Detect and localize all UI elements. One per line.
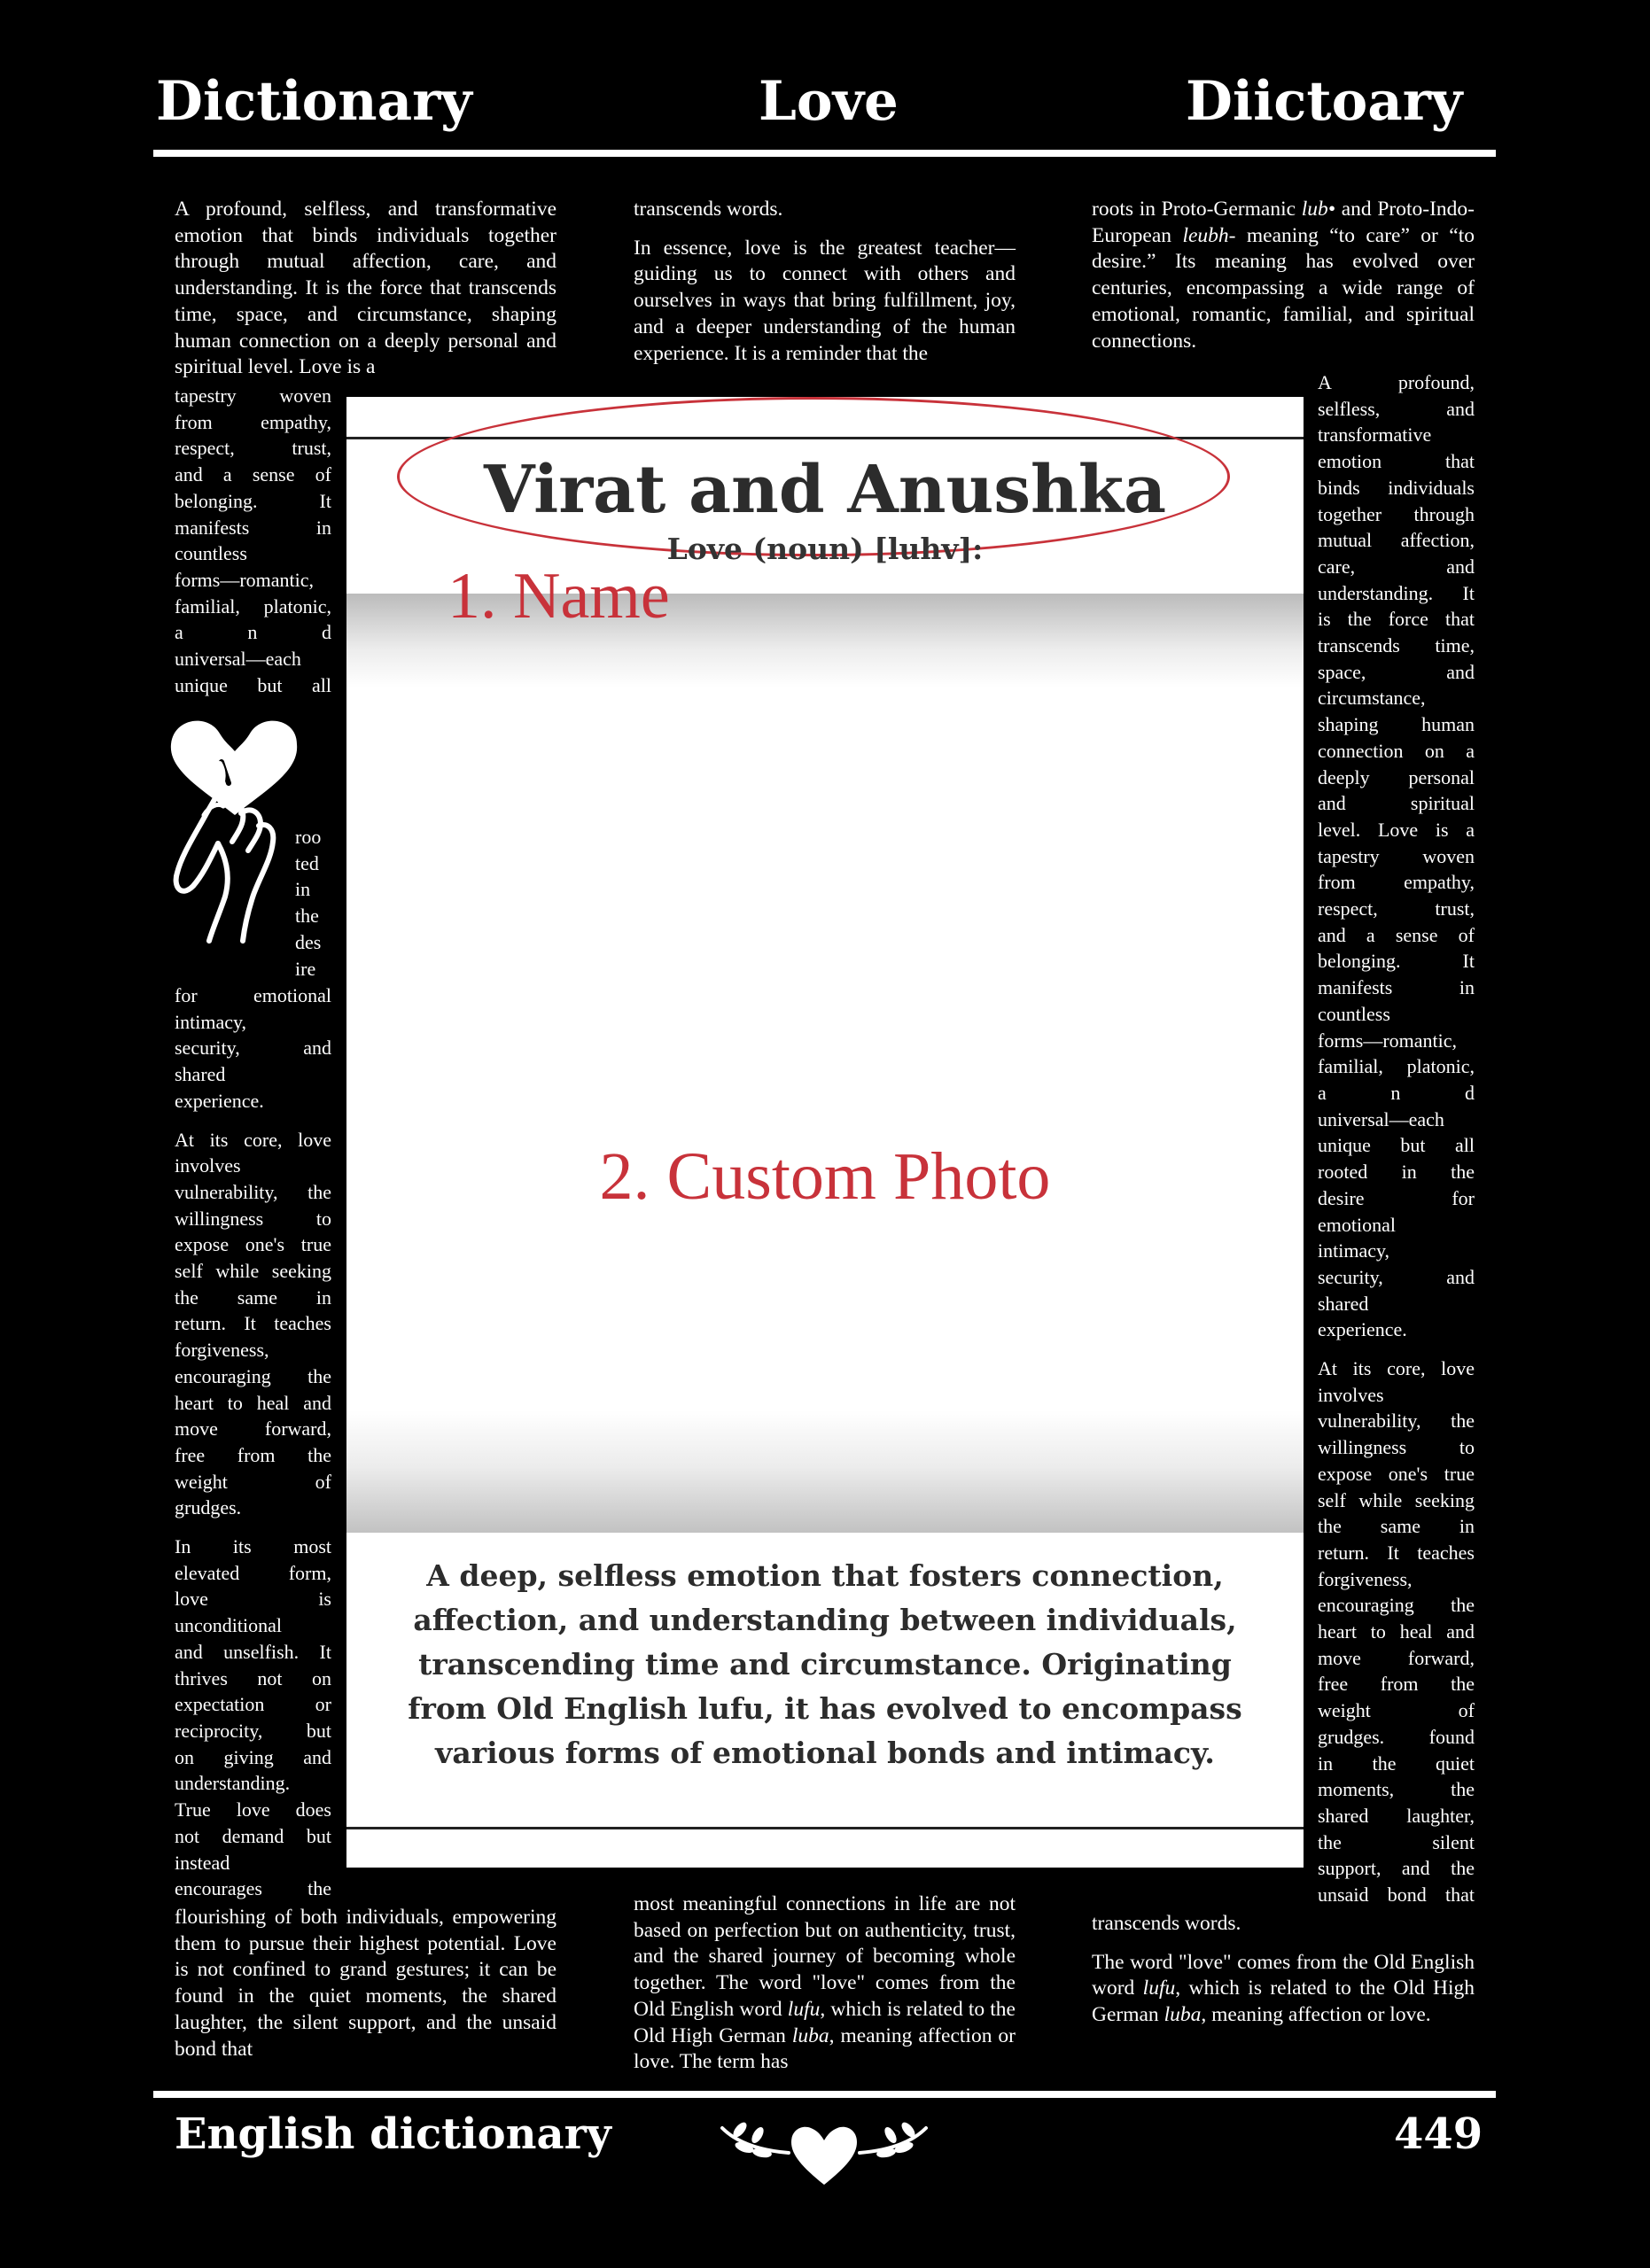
custom-card	[346, 397, 1304, 1868]
text-line: forgiveness,	[1318, 1567, 1413, 1590]
text-line: desire for	[1318, 1186, 1475, 1209]
text-line: heart to heal and	[175, 1391, 331, 1414]
text-line: unique but all	[175, 673, 331, 696]
text-line: for emotional	[175, 984, 331, 1006]
text-line: move forward,	[175, 1418, 331, 1441]
text-line: unique but all	[1318, 1134, 1475, 1157]
text-line: a n d	[175, 621, 331, 644]
text-line: At its core, love	[175, 1128, 331, 1151]
text-line: At its core, love	[1318, 1357, 1475, 1380]
column-1-narrow	[175, 383, 331, 698]
text-line: tapestry woven	[175, 384, 331, 407]
text-line: the same in	[175, 1285, 331, 1309]
text-line: binds individuals	[1318, 476, 1475, 499]
text-line: In its most	[175, 1535, 331, 1558]
text-line: self while seeking	[1318, 1488, 1475, 1511]
text-line: transcends time,	[1318, 634, 1475, 657]
text-line: and a sense of	[175, 463, 331, 486]
text-line: emotional	[1318, 1213, 1396, 1236]
text-line: elevated form,	[175, 1561, 331, 1584]
text-line: grudges. found	[1318, 1725, 1475, 1748]
header-center-title: Love	[759, 70, 899, 133]
text-line: a n d	[1318, 1081, 1475, 1104]
text-line: support, and the	[1318, 1857, 1475, 1880]
column-3-narrow	[1318, 369, 1475, 1908]
text-line: selfless, and	[1318, 397, 1475, 420]
text-line: weight of	[175, 1470, 331, 1493]
column-1-bottom: flourishing of both individuals, empowering them to pursue their highest potential. Love is not confined to grand gestures; it can be found in the quiet moments, the shared laughter, the silent support, and the unsaid bond that	[175, 1906, 556, 2061]
text-line: experience.	[175, 1089, 264, 1112]
text-line: self while seeking	[175, 1260, 331, 1283]
text-line: move forward,	[1318, 1646, 1475, 1669]
annotation-custom-photo: 2. Custom Photo	[599, 1139, 1051, 1214]
text-line: security, and	[175, 1037, 331, 1060]
heart-leaves-ornament-icon	[713, 2116, 935, 2186]
text-line: emotion that	[1318, 450, 1475, 473]
heart-hand-icon	[168, 709, 301, 952]
text-line: space, and	[1318, 660, 1475, 683]
column-1-top: A profound, selfless, and transformative emotion that binds individuals together through mutual affection, care, and understanding. It is the force that transcends time, space, and circumstance, shaping human connection on a deeply personal and spiritual level. Love is a	[175, 198, 556, 379]
text-line: in	[295, 878, 311, 901]
text-line: and spiritual	[1318, 792, 1475, 815]
column-1-continued	[175, 983, 331, 1902]
text-line: and a sense of	[1318, 923, 1475, 946]
text-line: on giving and	[175, 1745, 331, 1768]
text-line: security, and	[1318, 1265, 1475, 1288]
page-number: 449	[1394, 2109, 1483, 2159]
text-line: countless	[175, 542, 247, 565]
text-line: encourages the	[175, 1877, 331, 1900]
text-line: tapestry woven	[1318, 844, 1475, 867]
text-line: free from the	[175, 1443, 331, 1466]
text-line: universal—each	[1318, 1107, 1444, 1130]
couple-names[interactable]: Virat and Anushka	[483, 452, 1167, 528]
text-line: ire	[295, 957, 316, 980]
text-line: experience.	[1318, 1318, 1407, 1341]
column-2-bottom: most meaningful connections in life are not based on perfection but on authenticity, trust, and the shared journey of becoming whole together. The word "love" comes from the Old English word lufu, which is related to the Old High German luba, meaning affection or love. The term has	[634, 1892, 1016, 2074]
text-line: transformative	[1318, 423, 1432, 447]
text-line: not demand but	[175, 1824, 331, 1847]
text-line: forms—romantic,	[1318, 1029, 1458, 1052]
text-line: unconditional	[175, 1614, 282, 1637]
text-line: rooted in the	[1318, 1161, 1475, 1184]
text-line: manifests in	[1318, 976, 1475, 999]
text-line: instead	[175, 1851, 230, 1874]
text-line: True love does	[175, 1798, 331, 1821]
text-line: intimacy,	[1318, 1239, 1390, 1262]
text-line: from empathy,	[175, 410, 331, 433]
text-line: together through	[1318, 502, 1475, 525]
text-line: des	[295, 930, 322, 953]
text-line: shaping human	[1318, 713, 1475, 736]
text-line: willingness to	[1318, 1436, 1475, 1459]
text-line: unsaid bond that	[1318, 1884, 1475, 1907]
text-line: understanding.	[175, 1772, 291, 1795]
footer-title: English dictionary	[175, 2109, 611, 2159]
text-line: is the force that	[1318, 608, 1475, 631]
text-line: familial, platonic,	[1318, 1055, 1475, 1078]
text-line: universal—each	[175, 648, 301, 671]
text-line: from empathy,	[1318, 871, 1475, 894]
text-line: forgiveness,	[175, 1339, 269, 1362]
text-line: return. It teaches	[175, 1312, 331, 1335]
card-bottom-line	[346, 1827, 1304, 1829]
column-3-bottom: transcends words. The word "love" comes from the Old English word lufu, which is related to the Old High German luba, meaning affection or love.	[1092, 1912, 1475, 2027]
text-line: respect, trust,	[1318, 897, 1475, 920]
definition-text: A deep, selfless emotion that fosters connection, affection, and understanding between individuals, transcending time and circumstance. Originating from Old English lufu, it has evolved to encompass various forms of emotional bonds and intimacy.	[408, 1558, 1242, 1770]
column-1-beside-icon	[295, 824, 331, 982]
text-line: willingness to	[175, 1207, 331, 1230]
text-line: belonging. It	[1318, 950, 1475, 973]
text-line: the	[295, 905, 319, 928]
text-line: love is	[175, 1588, 331, 1611]
text-line: understanding. It	[1318, 581, 1475, 604]
text-line: expectation or	[175, 1693, 331, 1716]
text-line: respect, trust,	[175, 437, 331, 460]
text-line: shared	[1318, 1292, 1369, 1315]
text-line: the silent	[1318, 1830, 1475, 1853]
text-line: ted	[295, 851, 319, 874]
text-line: return. It teaches	[1318, 1541, 1475, 1564]
text-line: expose one's true	[175, 1233, 331, 1256]
text-line: A profound,	[1318, 371, 1475, 393]
footer-rule	[153, 2091, 1496, 2098]
text-line: the same in	[1318, 1515, 1475, 1538]
text-line: heart to heal and	[1318, 1620, 1475, 1643]
annotation-name: 1. Name	[448, 560, 670, 633]
text-line: belonging. It	[175, 489, 331, 512]
text-line: grudges.	[175, 1496, 242, 1519]
header-left-title: Dictionary	[156, 70, 472, 133]
text-line: vulnerability, the	[175, 1180, 331, 1203]
text-line: manifests in	[175, 516, 331, 539]
text-line: deeply personal	[1318, 765, 1475, 788]
header-right-title: Diictoary	[1186, 70, 1463, 133]
text-line: mutual affection,	[1318, 529, 1475, 552]
text-line: involves	[1318, 1383, 1384, 1406]
header-rule	[153, 150, 1496, 157]
text-line: roo	[295, 826, 322, 848]
text-line: familial, platonic,	[175, 594, 331, 617]
text-line: weight of	[1318, 1699, 1475, 1722]
text-line: and unselfish. It	[175, 1640, 331, 1663]
text-line: expose one's true	[1318, 1462, 1475, 1485]
text-line: vulnerability, the	[1318, 1410, 1475, 1433]
text-line: shared	[175, 1063, 226, 1086]
text-line: thrives not on	[175, 1666, 331, 1689]
custom-photo-placeholder[interactable]	[346, 594, 1304, 1533]
text-line: in the quiet	[1318, 1751, 1475, 1775]
text-line: free from the	[1318, 1673, 1475, 1696]
text-line: care, and	[1318, 555, 1475, 578]
text-line: circumstance,	[1318, 687, 1426, 710]
text-line: involves	[175, 1154, 241, 1177]
text-line: intimacy,	[175, 1010, 247, 1033]
text-line: connection on a	[1318, 739, 1475, 762]
text-line: level. Love is a	[1318, 818, 1475, 841]
text-line: reciprocity, but	[175, 1719, 331, 1742]
column-1-narrow-lines	[175, 383, 331, 698]
column-2-top: transcends words. In essence, love is the greatest teacher—guiding us to connect with others and ourselves in ways that bring fulfillment, joy, and a deeper understanding of the human experience. It is a reminder that the	[634, 198, 1016, 365]
text-line: moments, the	[1318, 1778, 1475, 1801]
text-line: encouraging the	[175, 1364, 331, 1387]
text-line: shared laughter,	[1318, 1804, 1475, 1827]
pronunciation: Love (noun) [luhv]:	[666, 532, 984, 566]
text-line: countless	[1318, 1002, 1390, 1025]
text-line: forms—romantic,	[175, 568, 315, 591]
text-line: encouraging the	[1318, 1594, 1475, 1617]
column-3-top: roots in Proto-Germanic lub• and Proto-Indo-European leubh- meaning “to care” or “to desire.” Its meaning has evolved over centuries, encompassing a wide range of emotional, romantic, familial, and spiritual connections.	[1092, 198, 1475, 353]
